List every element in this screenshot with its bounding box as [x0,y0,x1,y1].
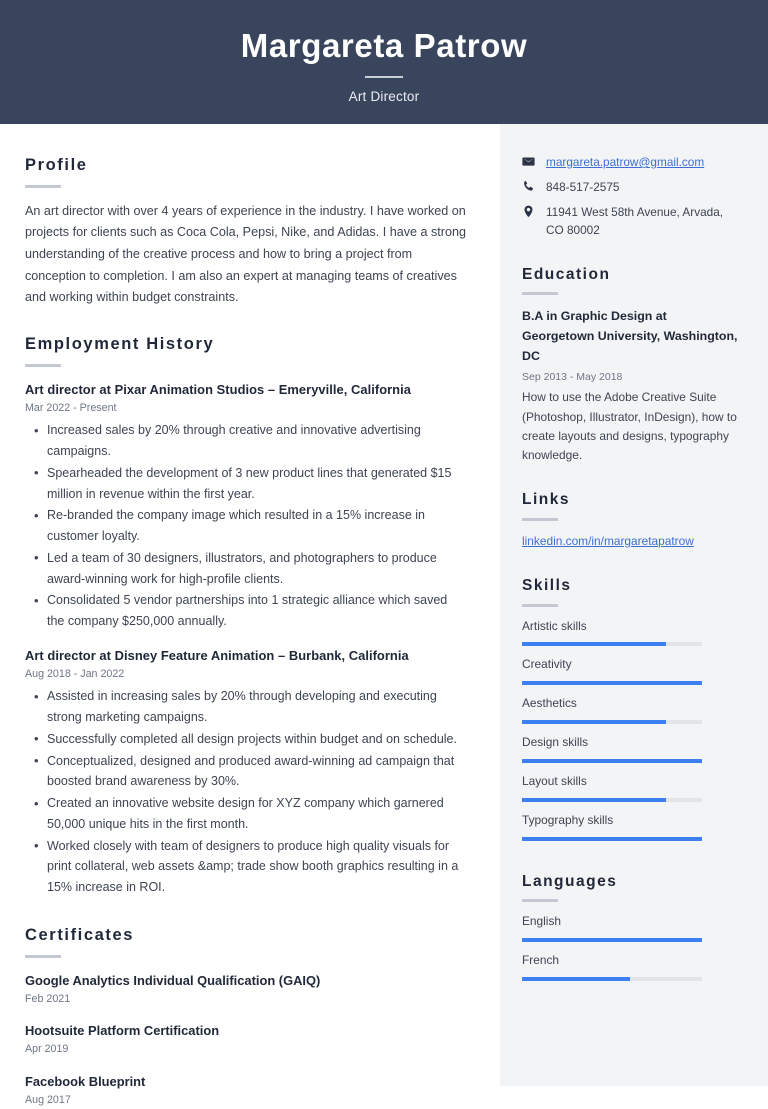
skill-bar-track [522,837,702,841]
sidebar-link[interactable]: linkedin.com/in/margaretapatrow [522,534,694,549]
education-description: How to use the Adobe Creative Suite (Photoshop, Illustrator, InDesign), how to create layouts and designs, typography knowledge. [522,390,737,463]
skill-bar-fill [522,798,666,802]
language [522,913,738,942]
job-title-subtitle: Art Director [348,89,420,105]
section-divider [522,604,558,607]
contact-list [522,154,738,240]
contact-row [522,179,738,197]
language [522,952,738,981]
employment-entry [25,380,466,632]
skill-bar-fill [522,837,702,841]
employment-bullet: • Re-branded the company image which resulted in a 15% increase in customer loyalty. [25,505,466,547]
skill-bar-track [522,798,702,802]
skill-bar-track [522,720,702,724]
education-date: Sep 2013 - May 2018 [522,370,623,383]
sidebar-column [500,124,768,1086]
header-divider [365,76,403,78]
page-title: Margareta Patrow [240,26,528,64]
skill-bar-track [522,759,702,763]
language-bar-track [522,977,702,981]
skill [522,734,738,763]
certificate-date: Feb 2021 [25,993,71,1005]
contact-text: 11941 West 58th Avenue, Arvada, CO 80002 [546,204,724,237]
education-heading: Education [522,265,611,283]
languages-heading: Languages [522,872,618,890]
skill-bar-track [522,681,702,685]
employment-entry-date: Mar 2022 - Present [25,402,117,415]
skill [522,618,738,647]
certificate-date: Aug 2017 [25,1093,71,1106]
skill-bar-fill [522,642,666,646]
employment-bullet: • Led a team of 30 designers, illustrators, and photographers to produce award-winning work for high-profile clients. [25,548,466,590]
skills-list [522,618,738,841]
education-section [522,266,738,466]
skills-section [522,577,738,841]
skill-bar-fill [522,681,702,685]
profile-heading: Profile [25,156,88,174]
main-column [0,124,500,1106]
skill-label: Creativity [522,657,572,672]
employment-entry [25,646,466,898]
resume-header [0,0,768,124]
employment-bullet: • Created an innovative website design for XYZ company which garnered 50,000 unique hits in the first month. [25,793,466,835]
skill [522,656,738,685]
certificate-title: Facebook Blueprint [25,1073,146,1089]
certificate-entry [25,1072,466,1109]
employment-entry-title: Art director at Disney Feature Animation – Burbank, California [25,647,409,663]
skill-label: Design skills [522,735,589,750]
resume-body [0,124,768,1106]
employment-bullet: • Worked closely with team of designers to produce high quality visuals for print collateral, web assets &amp; trade show booth graphics resulting in a 15% increase in ROI. [25,836,466,898]
education-title: B.A in Graphic Design at Georgetown University, Washington, DC [522,309,738,364]
contact-email-link[interactable]: margareta.patrow@gmail.com [546,155,705,169]
skill [522,695,738,724]
skill-bar-fill [522,720,666,724]
employment-bullet: • Consolidated 5 vendor partnerships into 1 strategic alliance which saved the company $250,000 annually. [25,590,466,632]
skills-heading: Skills [522,576,572,594]
employment-bullet: • Increased sales by 20% through creative and innovative advertising campaigns. [25,420,466,462]
languages-section [522,873,738,981]
certificate-date: Apr 2019 [25,1043,69,1056]
certificates-heading: Certificates [25,925,135,944]
employment-heading: Employment History [25,335,215,354]
skill-label: Aesthetics [522,696,577,711]
links-section [522,491,738,550]
skill-label: Typography skills [522,812,614,827]
certificates-section [25,926,466,1109]
certificate-entry [25,1021,466,1058]
certificate-list [25,971,466,1109]
language-bar-fill [522,977,630,981]
contact-row [522,204,738,240]
employment-entry-date: Aug 2018 - Jan 2022 [25,668,125,681]
section-divider [522,899,558,902]
skill [522,812,738,841]
employment-bullet-list [25,420,466,632]
languages-list [522,913,738,981]
skill [522,773,738,802]
section-divider [522,518,558,521]
contact-text: 848-517-2575 [546,179,620,194]
section-divider [522,292,558,295]
section-divider [25,364,61,367]
employment-bullet: • Spearheaded the development of 3 new product lines that generated $15 million in revenue within the first year. [25,463,466,505]
skill-label: Layout skills [522,773,587,788]
contact-row [522,154,738,172]
certificate-title: Google Analytics Individual Qualification (GAIQ) [25,972,321,988]
certificate-entry [25,971,466,1008]
links-heading: Links [522,491,570,509]
employment-bullet: • Successfully completed all design projects within budget and on schedule. [25,729,466,750]
profile-section [25,156,466,309]
section-divider [25,185,61,188]
section-divider [25,955,61,958]
language-label: French [522,953,560,968]
skill-label: Artistic skills [522,618,587,633]
employment-entry-title: Art director at Pixar Animation Studios – Emeryville, California [25,381,411,397]
phone-icon [522,179,546,193]
links-list [522,532,738,551]
map-pin-icon [522,204,546,218]
employment-bullet: • Assisted in increasing sales by 20% through developing and executing strong marketing campaigns. [25,686,466,728]
employment-entry-list [25,380,466,898]
certificate-title: Hootsuite Platform Certification [25,1023,220,1039]
envelope-icon [522,154,546,168]
language-bar-fill [522,938,702,942]
language-label: English [522,914,561,929]
skill-bar-track [522,642,702,646]
skill-bar-fill [522,759,702,763]
language-bar-track [522,938,702,942]
employment-bullet: • Conceptualized, designed and produced award-winning ad campaign that boosted brand awareness by 30%. [25,751,466,793]
profile-text: An art director with over 4 years of experience in the industry. I have worked on projects for clients such as Coca Cola, Pepsi, Nike, and Adidas. I have a strong understanding of the creative process and how to bring a project from conception to completion. I am also an expert at managing teams of creatives and working within budget constraints. [25,203,467,305]
employment-bullet-list [25,686,466,898]
employment-section [25,335,466,898]
